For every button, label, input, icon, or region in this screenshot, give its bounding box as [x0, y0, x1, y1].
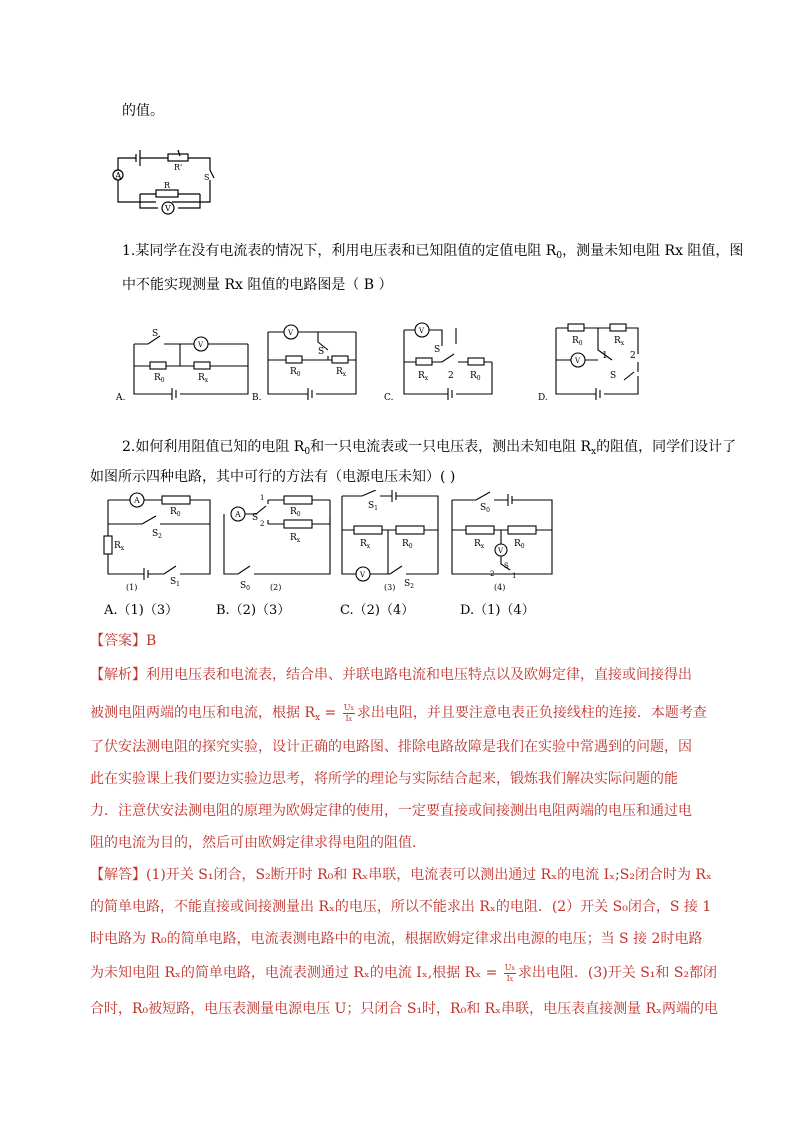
analysis-line6: 阻的电流为目的，然后可由欧姆定律求得电阻的阻值．	[90, 835, 426, 851]
q2-fig4-terminal-2: 2	[490, 570, 495, 578]
intro-text: 的值。	[122, 103, 164, 119]
q1d-terminal-2: 2	[630, 351, 636, 361]
q2-fig2-s0-label: $S_0$	[240, 581, 250, 592]
q2-fig2-terminal-1: 1	[260, 494, 265, 502]
top-rheostat-label: R'	[174, 163, 183, 172]
q1-circuit-options	[112, 316, 672, 408]
analysis-line4: 此在实验课上我们要边实验边思考，将所学的理论与实际结合起来，锻炼我们解决实际问题的能	[90, 771, 678, 787]
q1-option-d[interactable]: D.	[538, 393, 548, 403]
top-voltmeter-label: V	[165, 204, 171, 213]
analysis-line2: 被测电阻两端的电压和电流，根据 $R_x$ = $\frac{Ux}{Ix}$ 求出电阻，并且要注意电表正负接线柱的连接．本题考查	[90, 702, 707, 723]
q2-option-a[interactable]: A.（1)（3）	[104, 603, 179, 618]
q2-fig1-label: (1)	[126, 583, 138, 592]
q1-option-b[interactable]: B.	[252, 393, 262, 403]
q1a-rx-label: $R_x$	[198, 373, 209, 384]
q2-fig3-voltmeter-label: V	[360, 571, 366, 579]
top-circuit-diagram	[110, 144, 226, 216]
analysis-line5: 力．注意伏安法测电阻的原理为欧姆定律的使用，一定要直接或间接测出电阻两端的电压和通过电	[90, 803, 692, 819]
q1a-switch-label: S	[152, 329, 159, 339]
q2-fig4-rx-label: $R_x$	[474, 539, 485, 550]
q2-fig4-switch-label: S	[504, 562, 509, 570]
q2-fig3-rx-label: $R_x$	[360, 539, 371, 550]
q1-option-c[interactable]: C.	[384, 393, 394, 403]
q2-line2: 如图所示四种电路，其中可行的方法有（电源电压未知）( )	[90, 469, 456, 485]
q2-fig1-s2-label: $S_2$	[152, 529, 162, 540]
q1-option-a[interactable]: A.	[116, 393, 126, 403]
q2-circuit-figures	[100, 490, 560, 594]
q2-fig2-r0-label: $R_0$	[290, 507, 301, 518]
q1d-terminal-1: 1	[602, 351, 608, 361]
q2-fig3-s2-label: $S_2$	[404, 579, 414, 590]
q1c-r0-label: $R_0$	[470, 371, 481, 382]
top-switch-label: S	[204, 173, 210, 182]
q1c-terminal-2: 2	[448, 371, 454, 381]
q2-fig2-terminal-2: 2	[260, 520, 265, 528]
answer-line: 【答案】B	[90, 633, 157, 649]
q2-fig1-s1-label: $S_1$	[170, 577, 180, 588]
analysis-line1: 【解析】利用电压表和电流表，结合串、并联电路电流和电压特点以及欧姆定律，直接或间接得出	[90, 667, 692, 683]
q2-fig4-s0-label: $S_0$	[480, 503, 490, 514]
q2-fig2-switch-label: S	[252, 513, 259, 523]
q1b-rx-label: $R_x$	[336, 367, 347, 378]
q2-fig2-rx-label: $R_x$	[290, 533, 301, 544]
q1b-r0-label: $R_0$	[290, 367, 301, 378]
q2-fig3-s1-label: $S_1$	[368, 501, 378, 512]
q1d-r0-label: $R_0$	[572, 336, 583, 347]
q2-fig2-label: (2)	[270, 583, 282, 592]
q1a-voltmeter-label: V	[198, 341, 204, 349]
q1b-voltmeter-label: V	[288, 329, 294, 337]
q1a-r0-label: $R_0$	[154, 373, 165, 384]
q2-fig4-terminal-1: 1	[512, 572, 517, 580]
q2-fig3-r0-label: $R_0$	[402, 539, 413, 550]
q1c-rx-label: $R_x$	[418, 371, 429, 382]
q2-fig4-r0-label: $R_0$	[514, 539, 525, 550]
q1c-voltmeter-label: V	[419, 327, 425, 335]
q1-line1: 1.某同学在没有电流表的情况下，利用电压表和已知阻值的定值电阻 $R_0$，测量未知电阻 Rx 阻值，图	[122, 243, 744, 261]
q2-fig4-label: (4)	[494, 583, 506, 592]
q2-fig2-ammeter-label: A	[235, 510, 241, 519]
q2-option-b[interactable]: B.（2)（3）	[216, 603, 291, 618]
q2-fig1-rx-label: $R_x$	[114, 541, 125, 552]
solution-line1: 【解答】(1)开关 S₁闭合，S₂断开时 R₀和 Rₓ串联，电流表可以测出通过 Rₓ的电流 Iₓ;S₂闭合时为 Rₓ	[90, 867, 712, 883]
q2-line1: 2.如何利用阻值已知的电阻 $R_0$和一只电流表或一只电压表，测出未知电阻 $R_x$的阻值，同学们设计了	[122, 439, 737, 457]
top-ammeter-label: A	[115, 172, 122, 182]
q2-fig1-ammeter-label: A	[134, 496, 140, 505]
q1-line2: 中不能实现测量 Rx 阻值的电路图是（ B ）	[122, 277, 393, 293]
solution-line4: 为未知电阻 Rₓ的简单电路，电流表测通过 Rₓ的电流 Iₓ,根据 Rₓ = $\frac{Ux}{Ix}$ 求出电阻．(3)开关 S₁和 S₂都闭	[90, 962, 718, 983]
solution-line2: 的简单电路，不能直接或间接测量出 Rₓ的电压，所以不能求出 Rₓ的电阻．(2）开关 S₀闭合，S 接 1	[90, 899, 712, 915]
q2-fig4-voltmeter-label: V	[498, 547, 504, 555]
q1d-switch-label: S	[610, 371, 617, 381]
q2-option-d[interactable]: D.（1)（4）	[460, 603, 535, 618]
q2-fig1-r0-label: $R_0$	[170, 507, 181, 518]
top-resistor-label: R	[164, 181, 171, 190]
q2-fig3-label: (3)	[384, 583, 396, 592]
q1d-voltmeter-label: V	[575, 357, 581, 365]
q2-option-c[interactable]: C.（2)（4）	[340, 603, 415, 618]
analysis-line3: 了伏安法测电阻的探究实验，设计正确的电路图、排除电路故障是我们在实验中常遇到的问题，因	[90, 739, 692, 755]
q1b-switch-label: S	[318, 347, 325, 357]
solution-line3: 时电路为 R₀的简单电路，电流表测电路中的电流，根据欧姆定律求出电源的电压；当 S 接 2时电路	[90, 931, 703, 947]
q1d-rx-label: $R_x$	[614, 336, 625, 347]
solution-line5: 合时，R₀被短路，电压表测量电源电压 U；只闭合 S₁时，R₀和 Rₓ串联，电压表直接测量 Rₓ两端的电	[90, 1001, 719, 1017]
q1c-switch-label: S	[434, 345, 441, 355]
